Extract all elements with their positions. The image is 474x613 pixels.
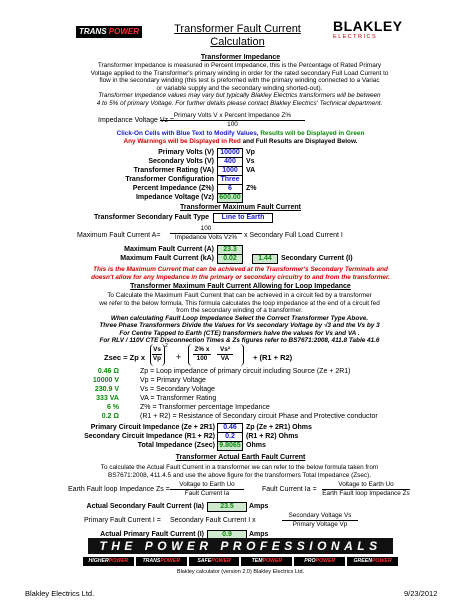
zsec-formula-tail: + (R1 + R2): [253, 353, 293, 362]
badge-text-accent: POWER: [108, 558, 129, 564]
badge-text-accent: POWER: [315, 558, 336, 564]
para-line: we refer to the below formula. This formula calculates the loop impedance at the end of a circuit fed: [99, 299, 380, 307]
zp-unit: Zp (Ze + 2R1) Ohms: [246, 424, 312, 431]
title-line-2: Calculation: [210, 36, 265, 48]
max-fault-ka-result: 0.02: [217, 254, 243, 264]
def-value: 6 %: [106, 404, 119, 411]
badge-text: TEM: [251, 558, 263, 564]
badge-text-accent: POWER: [160, 558, 180, 564]
badge-higher-power: [83, 557, 134, 566]
badge-pro-power: [294, 557, 345, 566]
para-line: from the secondary winding of a transformer.: [176, 307, 303, 314]
actual-primary-unit: Amps: [249, 531, 269, 538]
zs-formula-lhs: Earth Fault loop Impedance Zs =: [68, 486, 170, 493]
brand-badges: [83, 557, 398, 566]
vs2-va-fraction: [217, 346, 233, 362]
loop-paragraph: [72, 292, 407, 345]
impedance-voltage-result: 600.00: [217, 193, 243, 203]
row-label-impedance-voltage: Impedance Voltage (Vz): [135, 194, 214, 201]
actual-secondary-label: Actual Secondary Fault Current (Ia): [86, 503, 204, 510]
para-line: BS7671:2008, 411.4.5 and use the above figure for the transformers Total Impedance (Zsec).: [107, 471, 371, 479]
squared-superscript: 2: [165, 343, 168, 349]
zsec-unit: Ohms: [246, 442, 266, 449]
warning-line: This is the Maximum Current that can be achieved at the Transformer's Secondary Terminals and: [93, 266, 388, 273]
para-line: To Calculate the Maximum Fault Current that can be achieved in a circuit fed by a transformer: [107, 292, 372, 299]
badge-text: PRO: [304, 558, 316, 564]
def-value: 333 VA: [96, 395, 119, 402]
actual-secondary-result: 23.5: [207, 502, 247, 512]
pfc-fraction: [282, 512, 358, 528]
actual-secondary-unit: Amps: [249, 503, 269, 510]
zp-input[interactable]: 0.46: [217, 423, 243, 433]
primary-volts-input[interactable]: 10000: [217, 148, 243, 158]
row-label-transformer-rating: Transformer Rating (VA): [133, 167, 214, 174]
plus-sign: +: [176, 352, 182, 362]
fraction-denominator: Impedance Volts Vz%: [174, 233, 238, 241]
max-fault-a-label: Maximum Fault Current (A): [124, 246, 214, 253]
para-line: or variable supply and the secondary winding shorted-out).: [156, 84, 323, 92]
def-text: Vs = Secondary Voltage: [140, 386, 215, 393]
fraction-numerator: Vs: [153, 346, 161, 353]
zp-label: Primary Circuit Impedance (Ze + 2R1): [90, 424, 215, 431]
r1r2-unit: (R1 + R2) Ohms: [246, 433, 299, 440]
version-note: Blakley calculator (version 2.0) Blakley Electrics Ltd.: [176, 569, 305, 575]
badge-text-accent: POWER: [371, 558, 392, 564]
unit-vs: Vs: [246, 158, 255, 165]
max-fault-formula-rhs: x Secondary Full Load Current I: [244, 232, 343, 239]
badge-text-accent: POWER: [211, 558, 231, 564]
badge-text: TRANS: [142, 558, 161, 564]
max-fault-fraction: [170, 225, 242, 241]
title-line-1: Transformer Fault Current: [174, 23, 301, 35]
fraction-denominator: 100: [227, 120, 238, 128]
note-red-tail: and Full Results are Displayed Below.: [242, 137, 358, 145]
def-text: VA = Transformer Rating: [140, 395, 217, 402]
def-text: Zp = Loop impedance of primary circuit including Source (Ze + 2R1): [140, 368, 351, 375]
blakley-wordmark: BLAKLEY: [333, 18, 403, 34]
actual-heading: Transformer Actual Earth Fault Current: [175, 454, 306, 461]
blakley-logo: [333, 18, 403, 43]
max-fault-formula-lhs: Maximum Fault Current A=: [77, 232, 161, 239]
zsec-result: 9.8065: [217, 441, 243, 451]
fault-type-select[interactable]: Line to Earth: [213, 213, 273, 223]
badge-green-power: [347, 557, 398, 566]
badge-text-accent: POWER: [262, 558, 283, 564]
badge-text: SAFE: [197, 558, 212, 564]
max-fault-heading: Transformer Maximum Fault Current: [180, 204, 301, 211]
def-text: Z% = Transformer percentage Impedance: [140, 404, 270, 411]
zs-fraction: [170, 481, 244, 497]
fraction-numerator: Voltage to Earth Uo: [322, 481, 410, 490]
fraction-numerator: Primary Volts V x Percent Impedance Z%: [160, 112, 305, 121]
para-line: Transformer Impedance is measured in Percent Impedance, this is the Percentage of Rated Primary: [97, 62, 382, 69]
footer-date: 9/23/2012: [404, 589, 438, 598]
def-value: 10000 V: [92, 377, 119, 384]
actual-primary-label: Actual Primary Fault Current (I): [100, 531, 204, 538]
max-fault-warning: [68, 266, 413, 281]
blakley-subtitle: E L E C T R I C S: [333, 34, 376, 40]
z-percent-fraction: [193, 346, 211, 362]
loop-heading: Transformer Maximum Fault Current Allowing for Loop Impedance: [130, 283, 351, 290]
fraction-numerator: Voltage to Earth Uo: [170, 481, 244, 490]
vz-formula-lhs: Impedance Voltage Vz =: [98, 117, 175, 124]
para-line: To calculate the Actual Fault Current in a transformer we can refer to the below formula taken from: [100, 464, 379, 471]
unit-vp: Vp: [246, 149, 255, 156]
badge-tem-power: [241, 557, 292, 566]
fault-type-label: Transformer Secondary Fault Type: [94, 214, 210, 221]
row-label-percent-impedance: Percent Impedance (Z%): [132, 185, 214, 192]
badge-safe-power: [189, 557, 240, 566]
max-fault-a-result: 23.3: [217, 245, 243, 255]
unit-va: VA: [246, 167, 256, 174]
badge-text: GREEN: [353, 558, 372, 564]
secondary-current-label: Secondary Current (I): [281, 255, 353, 262]
para-line: When calculating Fault Loop Impedance Select the Correct Transformer Type Above.: [110, 314, 369, 322]
para-line: flow in the secondary winding (this test is preformed with the primary winding connected to a Variac: [99, 77, 380, 84]
def-text: Vp = Primary Voltage: [140, 377, 206, 384]
max-fault-ka-label: Maximum Fault Current (kA): [120, 255, 214, 262]
power-professionals-banner: THE POWER PROFESSIONALS: [88, 538, 393, 554]
pfc-formula-mid: Secondary Fault Current I x: [170, 517, 256, 524]
vs-vp-fraction: [152, 346, 162, 362]
note-blue: Click-On Cells with Blue Text to Modify Values,: [116, 130, 259, 137]
legend-note: [83, 130, 398, 145]
para-line: For Centre Tapped to Earth (CTE) transformers halve the values for Vs and VA .: [119, 329, 360, 337]
fraction-numerator: Secondary Voltage Vs: [282, 512, 358, 521]
secondary-volts-input[interactable]: 400: [217, 157, 243, 167]
ia-formula-lhs: Fault Current Ia =: [262, 486, 317, 493]
note-green: Results will be Displayed in Green: [260, 130, 365, 137]
transpower-logo: TRANS POWER: [76, 26, 142, 38]
def-value: 0.46 Ω: [97, 368, 119, 375]
fraction-denominator: Earth Fault loop Impedance Zs: [322, 489, 410, 497]
zsec-formula-lhs: Zsec = Zp x: [104, 353, 146, 362]
badge-text: HIGHER: [88, 558, 109, 564]
fraction-denominator: VA: [220, 354, 230, 362]
zsec-label: Total Impedance (Zsec): [137, 442, 215, 449]
pfc-formula-lhs: Primary Fault Current I =: [84, 517, 161, 524]
warning-line: doesn't allow for any Impedance in the primary or secondary circuitry to and from the transformer.: [91, 273, 390, 281]
fraction-numerator: Vs²: [217, 346, 233, 355]
badge-trans-power: [136, 557, 187, 566]
para-line: Three Phase Transformers Divide the Values for Vs secondary Voltage by √3 and the Vs by 3: [99, 322, 380, 329]
percent-impedance-input[interactable]: 6: [217, 184, 243, 194]
transformer-rating-input[interactable]: 1000: [217, 166, 243, 176]
impedance-heading: Transformer Impedance: [200, 54, 281, 61]
ia-fraction: [322, 481, 410, 497]
footer-company: Blakley Electrics Ltd.: [25, 589, 95, 598]
transformer-configuration-select[interactable]: Three: [217, 175, 243, 185]
fraction-denominator: 100: [196, 354, 208, 362]
def-text: (R1 + R2) = Resistance of Secondary circuit Phase and Protective conductor: [140, 413, 378, 420]
para-line: Transformer Impedance values may vary but typically Blakley Electrics transformers will be between: [98, 92, 381, 99]
fraction-denominator: Primary Voltage Vp: [292, 520, 348, 528]
secondary-current-result: 1.44: [252, 254, 278, 264]
impedance-paragraph: [72, 62, 407, 107]
row-label-configuration: Transformer Configuration: [125, 176, 214, 183]
fraction-denominator: Fault Current Ia: [184, 489, 230, 497]
actual-paragraph: [72, 464, 407, 479]
vz-formula-fraction: [160, 112, 305, 128]
note-red: Any Warnings will be Displayed in Red: [123, 137, 241, 145]
r1r2-label: Secondary Circuit Impedance (R1 + R2): [84, 433, 215, 440]
page-title: [145, 23, 330, 49]
r1r2-input[interactable]: 0.2: [217, 432, 243, 442]
fraction-denominator: Vp: [152, 354, 162, 362]
para-line: 4 to 5% of primary Voltage. For further details please contact Blakley Electrics' Technical department.: [96, 99, 383, 107]
actual-primary-result: 0.9: [207, 530, 247, 540]
def-value: 0.2 Ω: [101, 413, 119, 420]
fraction-numerator: Z% x: [194, 346, 210, 353]
row-label-primary-volts: Primary Volts (V): [158, 149, 214, 156]
row-label-secondary-volts: Secondary Volts (V): [148, 158, 214, 165]
fraction-numerator: 100: [170, 225, 242, 234]
unit-z-percent: Z%: [246, 185, 257, 192]
para-line: For RLV / 110V CTE Disconnection Times & Zs figures refer to BS7671:2008, 411.8 Table 41.6: [99, 337, 380, 344]
def-value: 230.9 V: [94, 386, 119, 393]
para-line: Voltage applied to the Transformer's primary winding in order for the rated secondary Full Load Current to: [90, 69, 389, 77]
